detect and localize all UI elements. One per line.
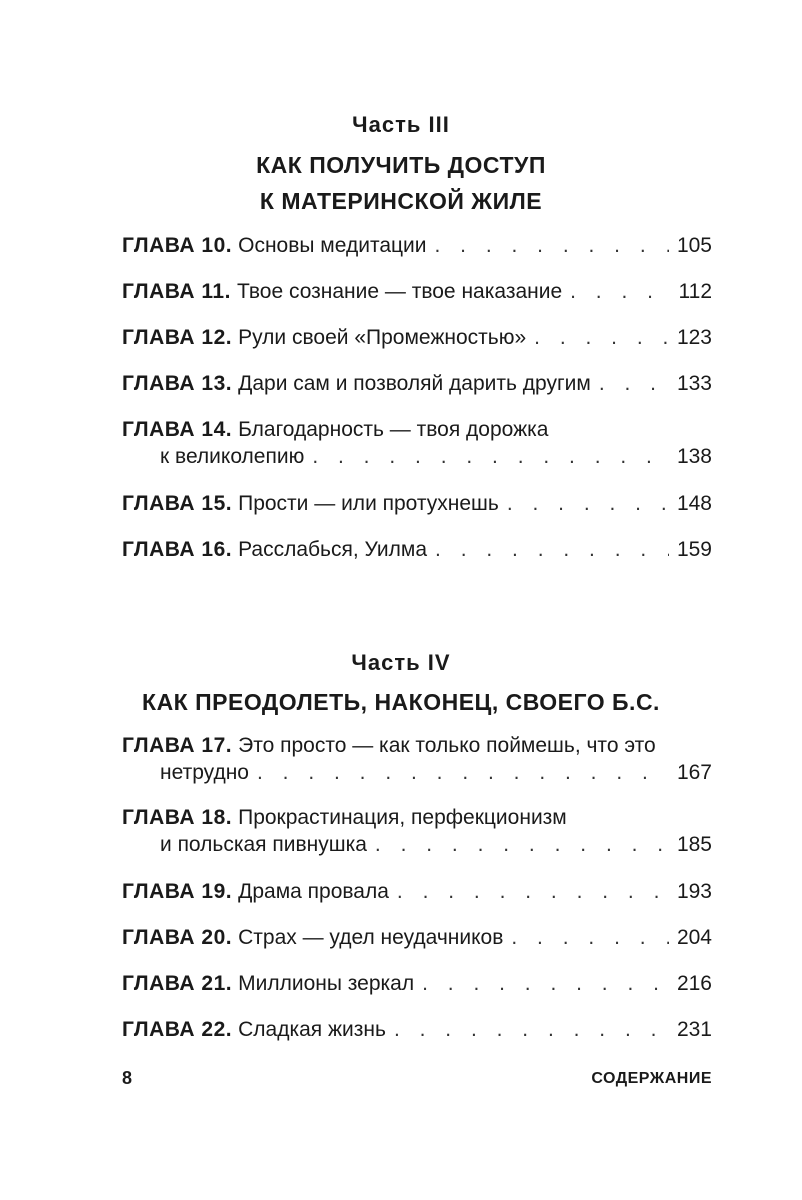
page-number: 193 — [676, 880, 712, 903]
toc-entry-chapter-20[interactable] — [122, 925, 712, 952]
folio-page-number: 8 — [122, 1068, 133, 1088]
chapter-number: ГЛАВА 18. — [122, 806, 233, 829]
chapter-number: ГЛАВА 22. — [122, 1018, 233, 1041]
chapter-title-continued: нетрудно — [160, 761, 249, 784]
chapter-number: ГЛАВА 17. — [122, 734, 233, 757]
toc-entry-chapter-12[interactable] — [122, 325, 712, 352]
dot-leader — [435, 537, 669, 563]
part-3-title-line-1: КАК ПОЛУЧИТЬ ДОСТУП — [256, 152, 546, 178]
chapter-number: ГЛАВА 19. — [122, 880, 233, 903]
chapter-title: Твое сознание — твое наказание — [236, 280, 563, 303]
chapter-title: Основы медитации — [238, 234, 427, 257]
chapter-title-continued: к великолепию — [160, 445, 305, 468]
dot-leader — [394, 1017, 669, 1043]
dot-leader — [534, 325, 669, 351]
chapter-title: Прокрастинация, перфекционизм — [238, 806, 567, 829]
dot-leader — [422, 971, 669, 997]
dot-leader — [435, 233, 669, 259]
page-number: 159 — [676, 538, 712, 561]
page-number: 148 — [676, 492, 712, 515]
toc-entry-chapter-21[interactable] — [122, 971, 712, 998]
part-4-title-line-1: КАК ПРЕОДОЛЕТЬ, НАКОНЕЦ, СВОЕГО Б.С. — [142, 689, 660, 715]
page-number: 123 — [676, 326, 712, 349]
chapter-number: ГЛАВА 13. — [122, 372, 233, 395]
dot-leader — [511, 925, 669, 951]
dot-leader — [570, 279, 670, 305]
chapter-title: Расслабься, Уилма — [238, 538, 428, 561]
chapter-title: Это просто — как только поймешь, что это — [238, 734, 656, 757]
page-number: 133 — [676, 372, 712, 395]
toc-entry-chapter-19[interactable] — [122, 879, 712, 906]
chapter-title: Страх — удел неудачников — [238, 926, 504, 949]
dot-leader — [507, 491, 669, 517]
chapter-number: ГЛАВА 15. — [122, 492, 233, 515]
chapter-number: ГЛАВА 16. — [122, 538, 233, 561]
chapter-title-continued: и польская пивнушка — [160, 833, 367, 856]
page-number: 216 — [676, 972, 712, 995]
toc-entry-chapter-17[interactable] — [122, 733, 712, 787]
page-number: 231 — [676, 1018, 712, 1041]
page-number: 105 — [676, 234, 712, 257]
page-number: 204 — [676, 926, 712, 949]
toc-entry-chapter-14[interactable] — [122, 417, 712, 471]
chapter-title: Дари сам и позволяй дарить другим — [238, 372, 591, 395]
page-number: 138 — [676, 445, 712, 468]
part-3-title-line-2: К МАТЕРИНСКОЙ ЖИЛЕ — [259, 188, 543, 214]
chapter-number: ГЛАВА 10. — [122, 234, 233, 257]
toc-entry-chapter-13[interactable] — [122, 371, 712, 398]
part-4-label: Часть IV — [351, 650, 451, 675]
dot-leader — [397, 879, 669, 905]
chapter-title: Драма провала — [238, 880, 389, 903]
toc-entry-chapter-18[interactable] — [122, 805, 712, 859]
dot-leader — [257, 760, 669, 786]
toc-entry-chapter-15[interactable] — [122, 491, 712, 518]
chapter-title: Прости — или протухнешь — [238, 492, 499, 515]
chapter-number: ГЛАВА 21. — [122, 972, 233, 995]
toc-entry-chapter-10[interactable] — [122, 233, 712, 260]
dot-leader — [599, 371, 669, 397]
chapter-title: Миллионы зеркал — [238, 972, 415, 995]
dot-leader — [375, 832, 669, 858]
page-number: 185 — [676, 833, 712, 856]
toc-entry-chapter-11[interactable] — [122, 279, 712, 306]
dot-leader — [312, 444, 669, 470]
running-footer-title: СОДЕРЖАНИЕ — [591, 1070, 712, 1087]
page-number: 112 — [678, 280, 712, 303]
chapter-title: Благодарность — твоя дорожка — [238, 418, 549, 441]
page-number: 167 — [676, 761, 712, 784]
chapter-title: Рули своей «Промежностью» — [238, 326, 527, 349]
chapter-number: ГЛАВА 14. — [122, 418, 233, 441]
chapter-title: Сладкая жизнь — [238, 1018, 386, 1041]
toc-entry-chapter-16[interactable] — [122, 537, 712, 564]
chapter-number: ГЛАВА 11. — [122, 280, 231, 303]
toc-entry-chapter-22[interactable] — [122, 1017, 712, 1044]
part-3-label: Часть III — [352, 112, 450, 137]
chapter-number: ГЛАВА 20. — [122, 926, 233, 949]
chapter-number: ГЛАВА 12. — [122, 326, 233, 349]
